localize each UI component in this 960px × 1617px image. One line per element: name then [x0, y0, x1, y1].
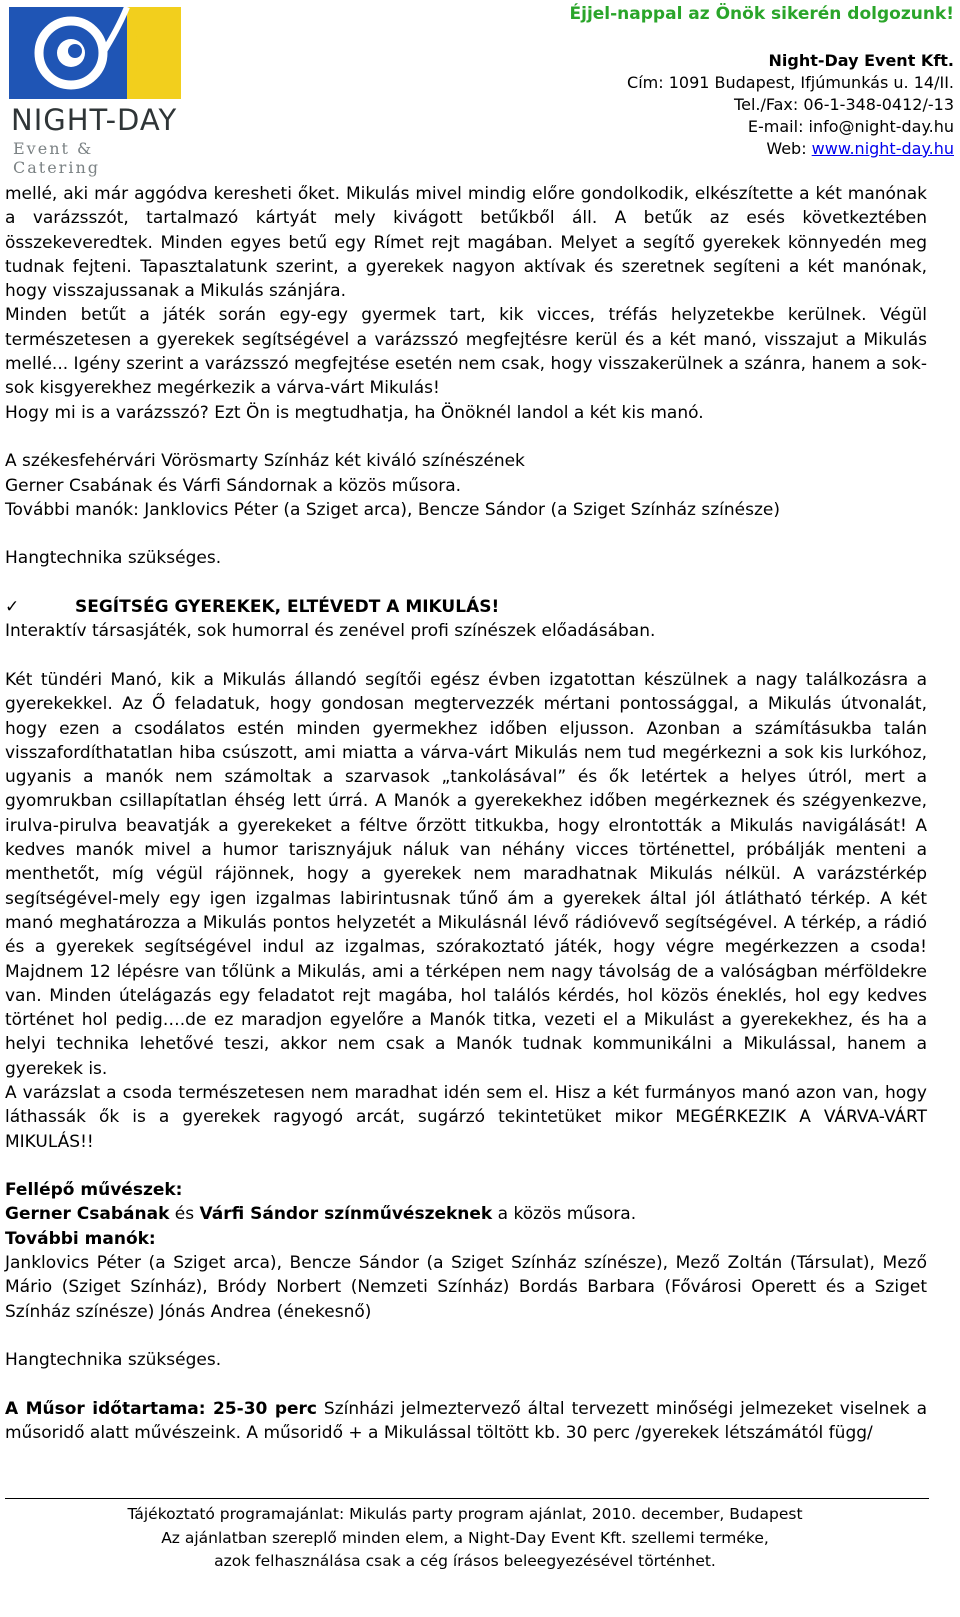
company-email: E-mail: info@night-day.hu [747, 117, 954, 136]
duration-text: Színházi jelmeztervező által tervezett minőségi jelmezeket viselnek a műsoridő alatt művészeink. A műsoridő + a Mikulással töltött kb. 30 perc /gyerekek létszámától függ/ [5, 1398, 927, 1444]
slogan: Éjjel-nappal az Önök sikerén dolgozunk! [569, 4, 954, 24]
company-web [627, 138, 954, 160]
checkmark-icon: ✓ [5, 597, 20, 618]
program-title-text: SEGÍTSÉG GYEREKEK, ELTÉVEDT A MIKULÁS! [75, 597, 500, 618]
performers-heading: Fellépő művészek: [5, 1180, 183, 1201]
sound-note: Hangtechnika szükséges. [5, 548, 222, 569]
paragraph-magic: A varázslat a csoda természetesen nem maradhat idén sem el. Hisz a két furmányos manó azon van, hogy láthassák ők is a gyerekek ragyogó arcát, sugárzó tekintetüket mikor MEGÉRKEZIK A VÁRVA-VÁRT MIKULÁS!! [5, 1082, 927, 1152]
web-label: Web: [766, 139, 812, 158]
company-phone-fax: Tel./Fax: 06-1-348-0412/-13 [734, 95, 954, 114]
website-link[interactable]: www.night-day.hu [811, 139, 954, 158]
program-title [5, 595, 927, 619]
duration-paragraph [5, 1397, 927, 1446]
performer-1: Gerner Csabának [5, 1204, 170, 1225]
company-info [627, 50, 954, 160]
cast-line-1: A székesfehérvári Vörösmarty Színház két kiváló színészének [5, 451, 525, 472]
program-subtitle: Interaktív társasjáték, sok humorral és zenével profi színészek előadásában. [5, 621, 656, 642]
paragraph-card-story: mellé, aki már aggódva keresheti őket. Mikulás mivel mindig előre gondolkodik, elkészítette a két manónak a varázsszót, tartalmazó kártyát mely kivágott betűkből áll. A betűk az esés következtében összekeveredtek. Minden egyes betű egy Rímet rejt magában. Melyet a segítő gyerekek könnyedén meg tudnak fejteni. Tapasztalatunk szerint, a gyerekek nagyon aktívak és szeretnek segíteni a két manónak, hogy visszajussanak a Mikulás szánjára. [5, 184, 927, 302]
logo-wordmark: NIGHT-DAY [11, 103, 178, 137]
performer-2: Várfi Sándor színművészeknek [199, 1204, 493, 1225]
footer [0, 1503, 930, 1574]
sound-note-2: Hangtechnika szükséges. [5, 1350, 222, 1371]
paragraph-program-story: Két tündéri Manó, kik a Mikulás állandó segítői egész évben izgatottan készülnek a nagy találkozásra a gyerekekkel. Az Ő feladatuk, hogy gondosan megtervezzék mértani pontossággal, a Mikulás útvonalát, hogy ezen a csodálatos estén minden gyermekhez időben eljusson. Azonban a számításukba talán visszafordíthatatlan hiba csúszott, ami miatta a várva-várt Mikulás nem tud megérkezni a sok kis lurkóhoz, ugyanis a manók nem számoltak a szarvasok „tankolásával” és ők letértek a helyes útról, mert a gyomrukban csillapítatlan éhség lett úrrá. A Manók a gyerekekhez időben megérkeznek és szégyenkezve, irulva-pirulva beavatják a gyerekeket a féltve őrzött titkukba, hogy elrontották a Mikulás navigálását! A kedves manók mivel a humor tarisznyájuk náluk van néhány vicces történettel, próbálják menteni a menthetőt, míg végül rájönnek, hogy a gyerekek nem maradhatnak Mikulás nélkül. A varázstérkép segítségével-mely egy igen izgalmas labirintusnak tűnő ám a gyerekek által jól átlátható térkép. A két manó meghatározza a Mikulás pontos helyzetét a Mikulásnál lévő rádióvevő segítségével. A térkép, a rádió és a gyerekek segítségével indul az izgalmas, szórakoztató játék, hogy végre megérkezzen a csoda! Majdnem 12 lépésre van tőlünk a Mikulás, ami a térképen nem nagy távolság de a valóságban mérföldekre van. Minden útelágazás egy feladatot rejt magába, hol találós kérdés, hol közös éneklés, hol egy kedves történet hol pedig….de ez maradjon egyelőre a Manók titka, vezeti el a Mikulást a gyerekekhez, és ha a helyi technika lehetővé teszi, akkor nem csak a Manók tudnak kommunikálni a Mikulással, hanem a gyerekek is. [5, 669, 927, 1079]
document-body [5, 182, 927, 1445]
logo-tagline: Event & Catering [13, 139, 100, 177]
footer-line-2: Az ajánlatban szereplő minden elem, a Night-Day Event Kft. szellemi terméke, [161, 1528, 769, 1547]
more-elves-heading: További manók: [5, 1228, 156, 1249]
company-name: Night-Day Event Kft. [768, 51, 954, 70]
spiral-logo-icon [9, 7, 181, 99]
footer-divider [5, 1498, 929, 1499]
more-elves-list: Janklovics Péter (a Sziget arca), Bencze Sándor (a Sziget Színház színésze), Mező Zoltán (Társulat), Mező Mário (Sziget Színház), Bródy Norbert (Nemzeti Színház) Bordás Barbara (Fővárosi Operett és a Sziget Színház színésze) Jónás Andrea (énekesnő) [5, 1253, 927, 1322]
duration-label: A Műsor időtartama: 25-30 perc [5, 1398, 317, 1419]
performers-line: Gerner Csabának és Várfi Sándor színművészeknek a közös műsora. [5, 1204, 637, 1225]
paragraph-magic-word: Hogy mi is a varázsszó? Ezt Ön is megtudhatja, ha Önöknél landol a két kis manó. [5, 402, 704, 423]
cast-line-2: Gerner Csabának és Várfi Sándornak a közös műsora. [5, 475, 462, 496]
paragraph-game: Minden betűt a játék során egy-egy gyermek tart, kik vicces, tréfás helyzetekbe kerülnek. Végül természetesen a gyerekek segítségével a varázsszó megfejtésre kerül és a két manó, visszajut a Mikulás mellé... Igény szerint a varázsszó megfejtése esetén nem csak, hogy visszakerülnek a szánra, hanem a sok-sok kisgyerekhez megérkezik a várva-várt Mikulás! [5, 305, 927, 399]
company-address: Cím: 1091 Budapest, Ifjúmunkás u. 14/II. [627, 73, 954, 92]
company-logo [5, 3, 187, 177]
cast-line-3: További manók: Janklovics Péter (a Sziget arca), Bencze Sándor (a Sziget Színház színésze) [5, 499, 780, 520]
footer-line-1: Tájékoztató programajánlat: Mikulás party program ajánlat, 2010. december, Budapest [127, 1505, 803, 1523]
footer-line-3: azok felhasználása csak a cég írásos beleegyezésével történhet. [214, 1552, 716, 1570]
